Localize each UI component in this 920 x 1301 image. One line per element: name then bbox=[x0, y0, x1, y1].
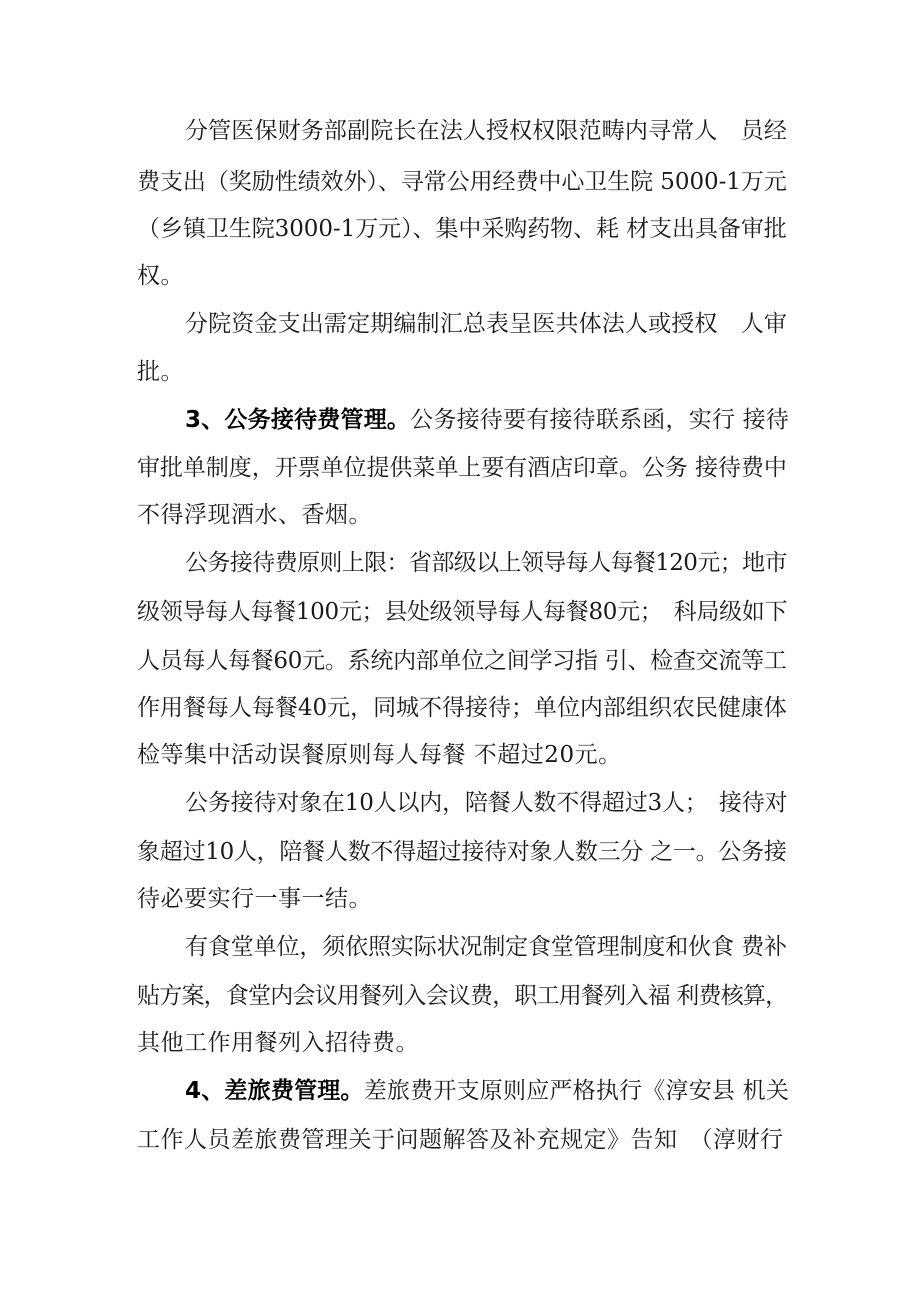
text-line: （乡镇卫生院3000-1万元）、集中采购药物、耗 材支出具备审批 bbox=[137, 216, 787, 242]
text-line: 费支出（奖励性绩效外）、寻常公用经费中心卫生院 5000-1万元 bbox=[137, 169, 787, 195]
text-line: 人员每人每餐60元。系统内部单位之间学习指 引、检查交流等工 bbox=[137, 648, 787, 674]
text-line: 权。 bbox=[137, 263, 184, 289]
text-line: 贴方案，食堂内会议用餐列入会议费，职工用餐列入福 利费核算， bbox=[137, 983, 788, 1009]
text-line: 有食堂单位，须依照实际状况制定食堂管理制度和伙食 费补 bbox=[185, 934, 787, 960]
text-line: 分管医保财务部副院长在法人授权权限范畴内寻常人 员经 bbox=[185, 118, 787, 144]
section-4-first-line bbox=[185, 1076, 789, 1106]
text-line: 公务接待要有接待联系函，实行 接待 bbox=[410, 407, 790, 433]
section-3-first-line bbox=[185, 405, 789, 435]
text-line: 公务接待费原则上限：省部级以上领导每人每餐120元；地市 bbox=[185, 550, 787, 576]
text-line: 批。 bbox=[137, 359, 184, 385]
text-line: 不得浮现酒水、香烟。 bbox=[137, 502, 372, 528]
text-line: 象超过10人，陪餐人数不得超过接待对象人数三分 之一。公务接 bbox=[137, 839, 787, 865]
text-line: 差旅费开支原则应严格执行《淳安县 机关 bbox=[363, 1078, 790, 1104]
section-heading: 3、公务接待费管理。 bbox=[185, 407, 411, 433]
text-line: 待必要实行一事一结。 bbox=[137, 886, 372, 912]
text-line: 级领导每人每餐100元；县处级领导每人每餐80元； 科局级如下 bbox=[137, 599, 788, 625]
text-line: 分院资金支出需定期编制汇总表呈医共体法人或授权 人审 bbox=[185, 311, 787, 337]
text-line: 工作人员差旅费管理关于问题解答及补充规定》告知 （淳财行 bbox=[137, 1127, 784, 1153]
text-line: 公务接待对象在10人以内，陪餐人数不得超过3人； 接待对 bbox=[185, 790, 788, 816]
text-line: 作用餐每人每餐40元，同城不得接待；单位内部组织农民健康体 bbox=[137, 695, 787, 721]
text-line: 检等集中活动误餐原则每人每餐 不超过20元。 bbox=[137, 742, 622, 768]
section-heading: 4、差旅费管理。 bbox=[185, 1078, 364, 1104]
text-line: 其他工作用餐列入招待费。 bbox=[137, 1030, 419, 1056]
text-line: 审批单制度，开票单位提供菜单上要有酒店印章。公务 接待费中 bbox=[137, 455, 787, 481]
